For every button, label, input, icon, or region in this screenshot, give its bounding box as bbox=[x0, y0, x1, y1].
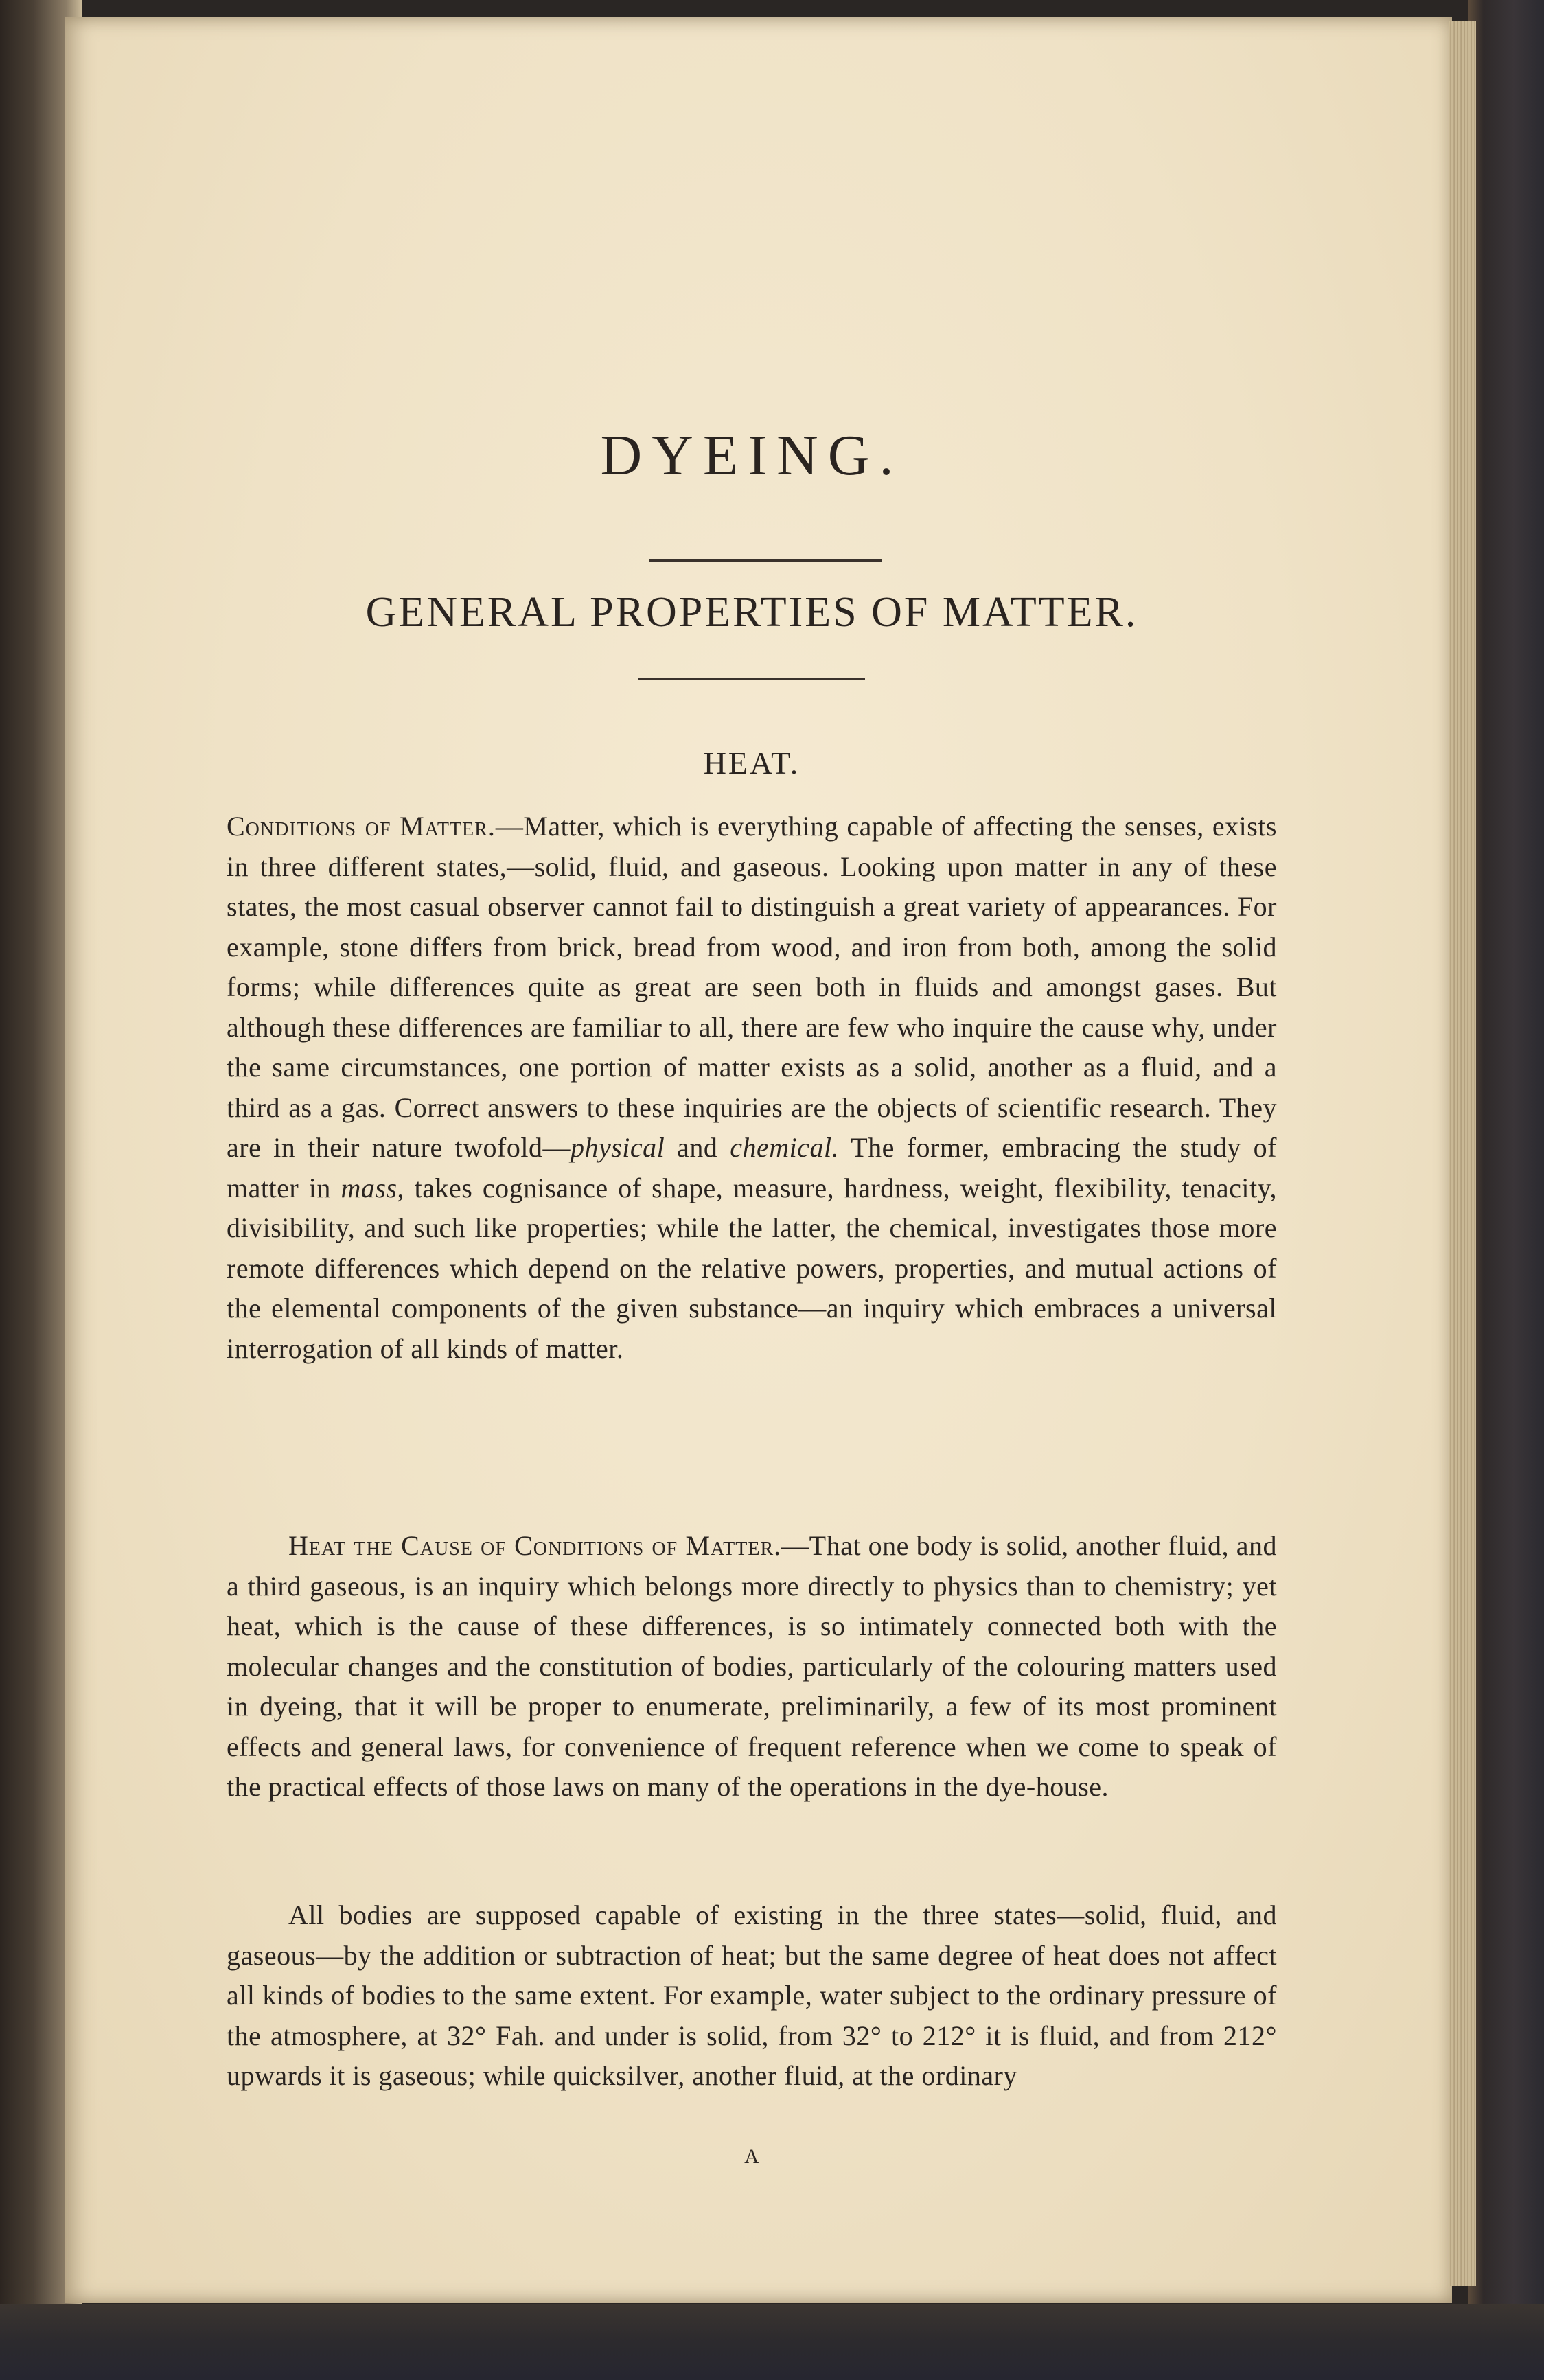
page-edges bbox=[1449, 21, 1476, 2286]
signature-mark: A bbox=[744, 2145, 759, 2168]
title-rule-top bbox=[649, 559, 882, 562]
italic-term: chemical. bbox=[730, 1132, 840, 1163]
paragraph-all-bodies bbox=[227, 1895, 1277, 2096]
book-cover-edge bbox=[1468, 0, 1544, 2380]
paragraph-heat-cause bbox=[227, 1526, 1277, 1807]
paragraph-text: and bbox=[665, 1132, 730, 1163]
page-title: DYEING. bbox=[600, 424, 903, 487]
paragraph-conditions-of-matter bbox=[227, 807, 1277, 1369]
paragraph-text: The former, embracing the study of matter in bbox=[227, 1132, 1277, 1203]
scan-background bbox=[0, 2304, 1544, 2380]
chapter-subtitle: GENERAL PROPERTIES OF MATTER. bbox=[365, 589, 1138, 636]
paragraph-text: —Matter, which is everything capable of affecting the senses, exists in three different states,—solid, fluid, and gaseous. Looking upon matter in any of these states, the most casual observer cannot fail to distinguish a great variety of appearances. For example, stone differs from brick, bread from wood, and iron from both, among the solid forms; while differences quite as great are seen both in fluids and amongst gases. But although these differences are familiar to all, there are few who inquire the cause why, under the same circumstances, one portion of matter exists as a solid, another as a fluid, and a third as a gas. Correct answers to these inquiries are the objects of scientific research. They are in their nature twofold— bbox=[227, 811, 1277, 1163]
paragraph-heading: Conditions of Matter. bbox=[227, 811, 496, 842]
italic-term: mass bbox=[341, 1172, 397, 1203]
italic-term: physical bbox=[570, 1132, 665, 1163]
paragraph-heading: Heat the Cause of Conditions of Matter. bbox=[288, 1530, 782, 1561]
title-rule-bottom bbox=[638, 678, 865, 680]
paragraph-text: , takes cognisance of shape, measure, hardness, weight, flexibility, tenacity, divisibility, and such like properties; while the latter, the chemical, investigates those more remote differences which depend on the relative powers, properties, and mutual actions of the elemental components of the given substance—an inquiry which embraces a universal interrogation of all kinds of matter. bbox=[227, 1172, 1278, 1364]
paragraph-text: All bodies are supposed capable of existing in the three states—solid, fluid, and gaseous—by the addition or subtraction of heat; but the same degree of heat does not affect all kinds of bodies to the same extent. For example, water subject to the ordinary pressure of the atmosphere, at 32° Fah. and under is solid, from 32° to 212° it is fluid, and from 212° upwards it is gaseous; while quicksilver, another fluid, at the ordinary bbox=[227, 1899, 1277, 2091]
paragraph-text: —That one body is solid, another fluid, and a third gaseous, is an inquiry which belongs more directly to physics than to chemistry; yet heat, which is the cause of these differences, is so intimately connected both with the molecular changes and the constitution of bodies, particularly of the colouring matters used in dyeing, that it will be proper to enumerate, preliminarily, a few of its most prominent effects and general laws, for convenience of frequent reference when we come to speak of the practical effects of those laws on many of the operations in the dye-house. bbox=[227, 1530, 1277, 1802]
book-page bbox=[65, 17, 1452, 2303]
section-title: HEAT. bbox=[703, 746, 800, 781]
